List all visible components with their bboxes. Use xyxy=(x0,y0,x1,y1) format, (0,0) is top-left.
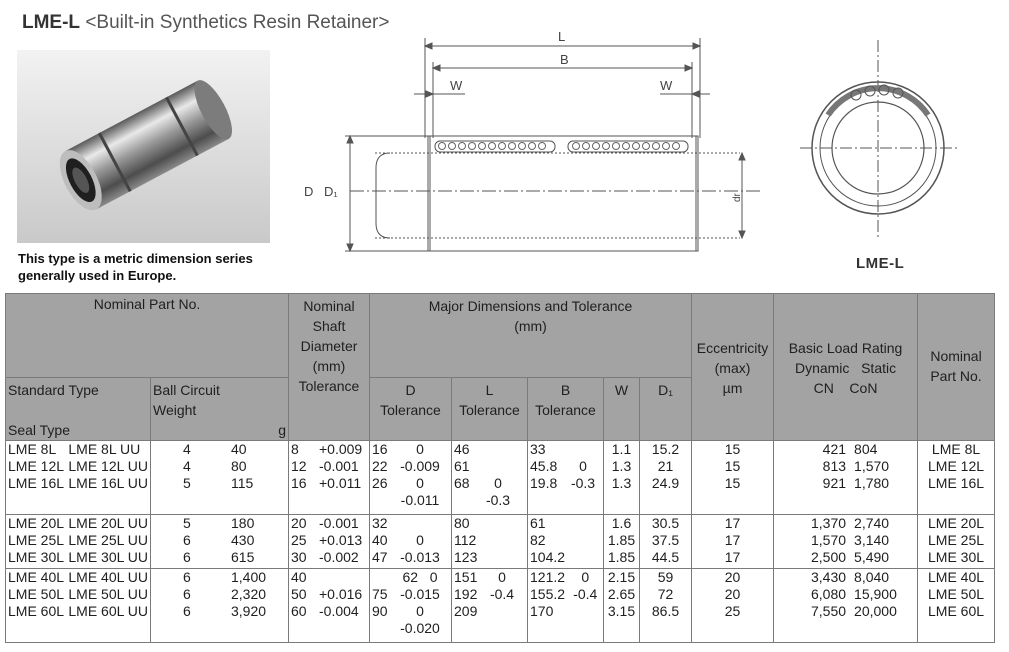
cell-shaft-tolerance: +0.016 -0.004 xyxy=(319,586,363,619)
cell-W-value: 1.1 1.3 1.3 xyxy=(611,441,632,491)
dim-label-B: B xyxy=(560,52,569,67)
cell-B-value: 121.2 155.2 170 xyxy=(530,569,566,619)
header-cn-con xyxy=(776,378,915,398)
header-weight: Weight xyxy=(153,402,197,418)
cell-con: 804 1,570 1,780 xyxy=(854,441,890,491)
header-B xyxy=(528,378,604,441)
cell-weight: 180 430 615 xyxy=(231,515,255,565)
cell-L-tolerance xyxy=(476,515,520,566)
model-name: LME-L xyxy=(22,12,81,33)
cell-ball-circuit: 6 6 6 xyxy=(183,569,191,619)
cell-con: 8,040 15,900 20,000 xyxy=(854,569,897,619)
cell-shaft-diameter: 40 50 60 xyxy=(291,569,307,619)
cell-L xyxy=(452,515,528,569)
cell-eccentricity xyxy=(692,515,774,569)
header-basic-load-rating xyxy=(774,294,918,441)
cell-standard-type: LME 40L LME 50L LME 60L xyxy=(8,569,65,619)
cell-standard-seal xyxy=(6,569,151,643)
header-standard-type: Standard Type xyxy=(8,382,99,398)
cell-D-tolerance: 0 -0.009 0 -0.011 xyxy=(400,441,440,508)
cell-ball-circuit: 4 4 5 xyxy=(183,441,191,491)
linear-bushing-photo-illustration xyxy=(17,50,270,243)
cell-B-tolerance xyxy=(566,515,600,566)
cell-D1 xyxy=(640,569,692,643)
cell-seal-type: LME 40L UU LME 50L UU LME 60L UU xyxy=(68,569,148,619)
cell-ball-circuit: 5 6 6 xyxy=(183,515,191,565)
cell-D xyxy=(370,569,452,643)
cell-ball-weight xyxy=(151,515,289,569)
dim-label-W-right: W xyxy=(660,78,673,93)
cell-weight: 1,400 2,320 3,920 xyxy=(231,569,267,619)
cell-D xyxy=(370,441,452,515)
table-row-group-2 xyxy=(6,515,995,569)
cell-D-value: 16 22 26 xyxy=(372,441,388,491)
cell-shaft xyxy=(289,441,370,515)
cell-L xyxy=(452,441,528,515)
cell-shaft xyxy=(289,569,370,643)
cell-shaft-tolerance: +0.009 -0.001 +0.011 xyxy=(319,441,363,491)
cell-D-value: 32 40 47 xyxy=(372,515,388,565)
header-weight-unit: g xyxy=(278,422,286,438)
end-view-label: LME-L xyxy=(856,255,905,272)
cell-D xyxy=(370,515,452,569)
cell-standard-seal xyxy=(6,515,151,569)
header-con: CoN xyxy=(849,380,878,396)
cell-eccentricity xyxy=(692,441,774,515)
header-D xyxy=(370,378,452,441)
cell-eccentricity-value: 17 17 17 xyxy=(724,515,741,565)
cell-L-tolerance: 0 -0.3 xyxy=(485,475,511,508)
cell-eccentricity xyxy=(692,569,774,643)
header-W: W xyxy=(604,378,640,441)
header-dynamic-static xyxy=(776,358,915,378)
header-shaft-diameter xyxy=(289,294,370,441)
product-photo xyxy=(17,50,270,243)
header-major-dimensions xyxy=(370,294,692,378)
header-nominal-part-no-right: Nominal Part No. xyxy=(918,294,995,441)
cell-part-no xyxy=(918,515,995,569)
dim-label-dr: dr xyxy=(732,193,743,202)
spec-table xyxy=(5,293,995,643)
cell-W-value: 1.6 1.85 1.85 xyxy=(607,515,636,565)
header-cn: CN xyxy=(813,380,834,396)
cell-D1-value: 59 72 86.5 xyxy=(651,569,680,619)
cell-cn: 421 813 921 xyxy=(822,441,847,491)
header-standard-seal-type xyxy=(6,378,151,441)
header-dynamic: Dynamic xyxy=(794,360,850,376)
cell-D1 xyxy=(640,515,692,569)
header-static: Static xyxy=(861,360,897,376)
model-subtitle: <Built-in Synthetics Resin Retainer> xyxy=(85,12,390,33)
cell-part-no-value: LME 40L LME 50L LME 60L xyxy=(928,569,985,619)
header-L xyxy=(452,378,528,441)
cell-D1-value: 30.5 37.5 44.5 xyxy=(651,515,680,565)
table-row-group-1 xyxy=(6,441,995,515)
header-B-label: B xyxy=(560,382,571,398)
cell-ball-weight xyxy=(151,569,289,643)
header-L-tolerance: Tolerance xyxy=(459,402,520,418)
cell-D1-value: 15.2 21 24.9 xyxy=(651,441,680,491)
header-nominal-part-no: Nominal Part No. xyxy=(6,294,289,378)
cell-W xyxy=(604,569,640,643)
header-D1: D₁ xyxy=(640,378,692,441)
cell-L-value: 80 112 123 xyxy=(454,515,478,565)
cell-ball-weight xyxy=(151,441,289,515)
cell-cn: 1,370 1,570 2,500 xyxy=(810,515,847,565)
header-L-label: L xyxy=(485,382,494,398)
cell-shaft xyxy=(289,515,370,569)
header-major-dimensions-unit: (mm) xyxy=(514,318,547,334)
header-D-label: D xyxy=(405,382,416,398)
cell-cn: 3,430 6,080 7,550 xyxy=(810,569,847,619)
cell-part-no-value: LME 20L LME 25L LME 30L xyxy=(928,515,985,565)
cell-D1 xyxy=(640,441,692,515)
header-eccentricity-unit: µm xyxy=(722,380,743,396)
table-row-group-3 xyxy=(6,569,995,643)
header-B-tolerance: Tolerance xyxy=(535,402,596,418)
cell-con: 2,740 3,140 5,490 xyxy=(854,515,890,565)
header-seal-type: Seal Type xyxy=(8,422,71,438)
cell-W-value: 2.15 2.65 3.15 xyxy=(607,569,636,619)
cell-part-no xyxy=(918,441,995,515)
photo-caption xyxy=(18,250,253,284)
cell-L xyxy=(452,569,528,643)
cell-D-tolerance: 62 0 -0.015 0 -0.020 xyxy=(400,569,440,636)
cell-B-tolerance: 0 -0.4 xyxy=(573,569,598,602)
dim-label-W-left: W xyxy=(450,78,463,93)
caption-line-1: This type is a metric dimension series xyxy=(18,251,253,266)
cell-shaft-tolerance: -0.001 +0.013 -0.002 xyxy=(319,515,363,565)
cell-seal-type: LME 8L UU LME 12L UU LME 16L UU xyxy=(68,441,148,491)
cell-part-no-value: LME 8L LME 12L LME 16L xyxy=(928,441,985,491)
cross-section-drawing xyxy=(290,28,760,268)
cell-load-rating xyxy=(774,441,918,515)
cell-B xyxy=(528,515,604,569)
end-view-drawing xyxy=(800,40,960,240)
cell-B-value: 33 45.8 19.8 xyxy=(530,441,558,491)
cell-standard-type: LME 8L LME 12L LME 16L xyxy=(8,441,65,491)
cell-L-tolerance: 0 -0.4 xyxy=(489,569,515,602)
header-eccentricity-sub: (max) xyxy=(714,360,751,376)
header-shaft-tolerance: Tolerance xyxy=(298,378,360,394)
cell-shaft-diameter: 8 12 16 xyxy=(291,441,307,491)
header-shaft-diameter-text: Nominal Shaft Diameter (mm) xyxy=(300,298,358,374)
cell-shaft-diameter: 20 25 30 xyxy=(291,515,307,565)
header-basic-load-rating-text: Basic Load Rating xyxy=(788,340,903,356)
header-ball-weight xyxy=(151,378,289,441)
cell-seal-type: LME 20L UU LME 25L UU LME 30L UU xyxy=(68,515,148,565)
header-major-dimensions-text: Major Dimensions and Tolerance xyxy=(428,298,633,314)
cell-weight: 40 80 115 xyxy=(231,441,254,491)
header-ball-circuit: Ball Circuit xyxy=(153,382,220,398)
header-eccentricity xyxy=(692,294,774,441)
cell-D-tolerance: 0 -0.013 xyxy=(400,532,440,565)
cell-eccentricity-value: 20 20 25 xyxy=(724,569,741,619)
cell-D-value: 75 90 xyxy=(372,586,388,619)
cell-W xyxy=(604,515,640,569)
cell-L-value: 46 61 68 xyxy=(454,441,470,491)
dim-label-D1: D₁ xyxy=(324,184,338,199)
header-D-tolerance: Tolerance xyxy=(380,402,441,418)
header-eccentricity-text: Eccentricity xyxy=(696,340,769,356)
cell-eccentricity-value: 15 15 15 xyxy=(724,441,741,491)
cell-B xyxy=(528,569,604,643)
cell-standard-type: LME 20L LME 25L LME 30L xyxy=(8,515,65,565)
dim-label-L: L xyxy=(558,29,566,44)
cell-W xyxy=(604,441,640,515)
cell-standard-seal xyxy=(6,441,151,515)
caption-line-2: generally used in Europe. xyxy=(18,268,177,283)
cell-B-tolerance: 0 -0.3 xyxy=(570,458,596,491)
dim-label-D: D xyxy=(304,184,314,199)
cell-B-value: 61 82 104.2 xyxy=(530,515,566,565)
cell-part-no xyxy=(918,569,995,643)
cell-B xyxy=(528,441,604,515)
cell-load-rating xyxy=(774,515,918,569)
cell-load-rating xyxy=(774,569,918,643)
cell-L-value: 151 192 209 xyxy=(454,569,478,619)
